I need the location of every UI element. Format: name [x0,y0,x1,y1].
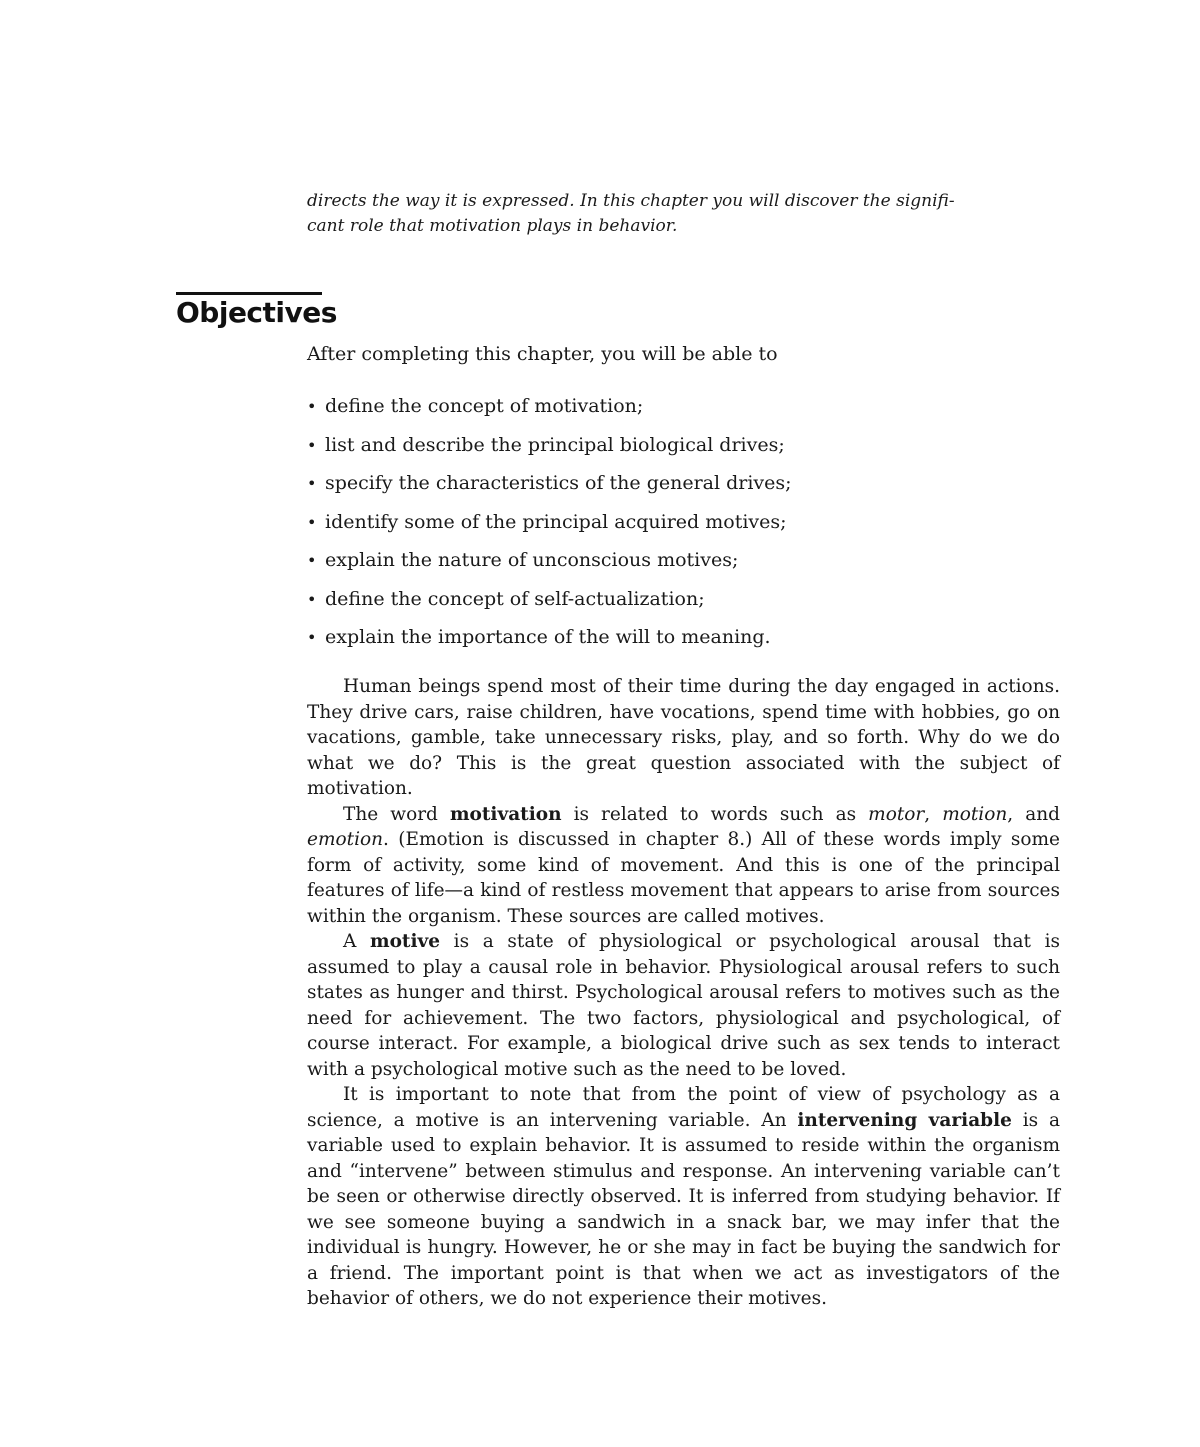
body-text [307,674,1060,1312]
objectives-lead: After completing this chapter, you will be able to [307,343,778,365]
text-run: The word [343,803,450,825]
objective-item [307,546,792,585]
objective-item [307,392,792,431]
text-run: It is important to note that from the point of view of psychology as a science, a motive is an intervening variable. An [307,1084,1060,1131]
text-run: A [343,931,371,952]
bullet-icon: • [307,397,317,416]
italic-word: emotion [307,829,384,850]
objective-item [307,623,792,662]
objective-item [307,431,792,470]
objective-text: define the concept of self-actualization; [325,587,705,610]
objective-item [307,585,792,624]
italic-word: motor [868,803,925,825]
bullet-icon: • [307,512,317,532]
text-run: is a state of physiological or psychological arousal that is assumed to play a causal role in behavior. Physiological arousal refers to such states as hunger and thirst. Psychological arousal refers to motives such as the need for achievement. The two factors, physiological and psychological, of course interact. For example, a biological drive such as sex tends to interact with a psychological motive such as the need to be loved. [307,931,1060,1080]
chapter-intro-text [307,189,955,239]
key-term: motive [370,931,441,952]
objective-text: define the concept of motivation; [325,395,644,417]
italic-word: motion [942,803,1008,825]
text-run: is related to words such as [561,803,869,825]
text-run: , and [1007,803,1060,825]
section-heading: Objectives [176,296,337,329]
bullet-icon: • [307,474,317,493]
key-term: motivation [449,803,562,825]
bullet-icon: • [307,435,317,455]
objective-text: identify some of the principal acquired motives; [325,510,787,533]
bullet-icon: • [307,551,317,570]
text-run: is a variable used to explain behavior. It is assumed to reside within the organism and “intervene” between stimulus and response. An intervening variable can’t be seen or otherwise directly observed. It is inferred from studying behavior. If we see someone buying a sandwich in a snack bar, we may infer that the individual is hungry. However, he or she may in fact be buying the sandwich for a friend. The important point is that when we act as investigators of the behavior of others, we do not experience their motives. [307,1109,1060,1309]
objective-text: list and describe the principal biological drives; [325,433,785,456]
objective-item [307,508,792,547]
intro-line: directs the way it is expressed. In this chapter you will discover the signifi- [307,191,955,211]
objective-text: specify the characteristics of the general drives; [325,472,792,494]
body-paragraph [307,1082,1060,1312]
text-run: , [924,803,943,825]
key-term: intervening variable [797,1109,1012,1131]
intro-line: cant role that motivation plays in behavior. [307,216,678,236]
objective-text: explain the nature of unconscious motives; [325,549,739,571]
objective-item [307,469,792,508]
body-paragraph: Human beings spend most of their time during the day engaged in actions. They drive cars, raise children, have vocations, spend time with hobbies, go on vacations, gamble, take unnecessary risks, play, and so forth. Why do we do what we do? This is the great question associated with the subject of motivation. [307,676,1060,799]
objective-text: explain the importance of the will to meaning. [325,626,771,648]
bullet-icon: • [307,589,317,609]
text-run: . (Emotion is discussed in chapter 8.) All of these words imply some form of activity, some kind of movement. And this is one of the principal features of life—a kind of restless movement that appears to arise from sources within the organism. These sources are called motives. [307,829,1060,927]
body-paragraph [307,802,1060,930]
objectives-list [307,392,792,662]
bullet-icon: • [307,628,317,647]
body-paragraph [307,929,1060,1082]
